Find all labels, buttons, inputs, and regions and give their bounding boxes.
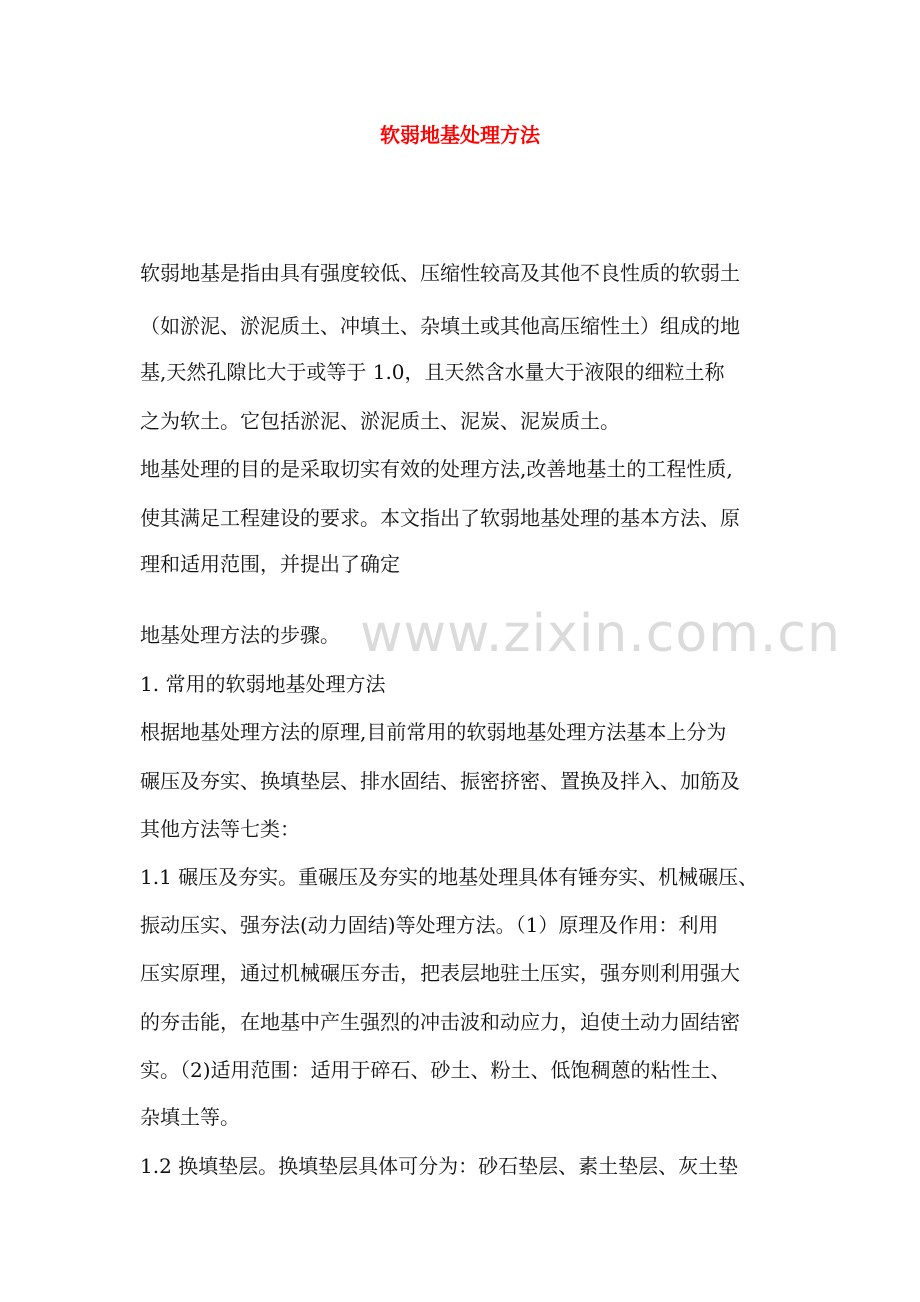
watermark: www.zixin.com.cn <box>360 604 841 664</box>
body-line: （如淤泥、淤泥质土、冲填土、杂填土或其他高压缩性土）组成的地 <box>140 314 740 338</box>
body-line: 理和适用范围，并提出了确定 <box>140 552 400 576</box>
body-line: 杂填土等。 <box>140 1105 240 1129</box>
body-line: 基,天然孔隙比大于或等于 1.0，且天然含水量大于液限的细粒土称 <box>140 360 725 384</box>
body-line: 振动压实、强夯法(动力固结)等处理方法。（1）原理及作用：利用 <box>140 913 719 937</box>
document-title: 软弱地基处理方法 <box>380 123 540 147</box>
body-line: 使其满足工程建设的要求。本文指出了软弱地基处理的基本方法、原 <box>140 506 740 530</box>
body-line: 软弱地基是指由具有强度较低、压缩性较高及其他不良性质的软弱土 <box>140 261 740 285</box>
body-line: 之为软土。它包括淤泥、淤泥质土、泥炭、泥炭质土。 <box>140 409 620 433</box>
body-line: 压实原理，通过机械碾压夯击，把表层地驻土压实，强夯则利用强大 <box>140 961 740 985</box>
body-line: 实。（2)适用范围：适用于碎石、砂土、粉土、低饱稠蒽的粘性土、 <box>140 1058 731 1082</box>
body-line: 地基处理方法的步骤。 <box>140 623 340 647</box>
body-line: 地基处理的目的是采取切实有效的处理方法,改善地基土的工程性质, <box>140 457 733 481</box>
body-line: 1.2 换填垫层。换填垫层具体可分为：砂石垫层、素土垫层、灰土垫 <box>140 1154 739 1178</box>
body-line: 的夯击能，在地基中产生强烈的冲击波和动应力，迫使土动力固结密 <box>140 1010 740 1034</box>
body-line: 根据地基处理方法的原理,目前常用的软弱地基处理方法基本上分为 <box>140 720 727 744</box>
body-line: 碾压及夯实、换填垫层、排水固结、振密挤密、置换及拌入、加筋及 <box>140 769 740 793</box>
section-heading: 1. 常用的软弱地基处理方法 <box>140 672 386 696</box>
body-line: 1.1 碾压及夯实。重碾压及夯实的地基处理具体有锤夯实、机械碾压、 <box>140 865 759 889</box>
body-line: 其他方法等七类： <box>140 817 300 841</box>
